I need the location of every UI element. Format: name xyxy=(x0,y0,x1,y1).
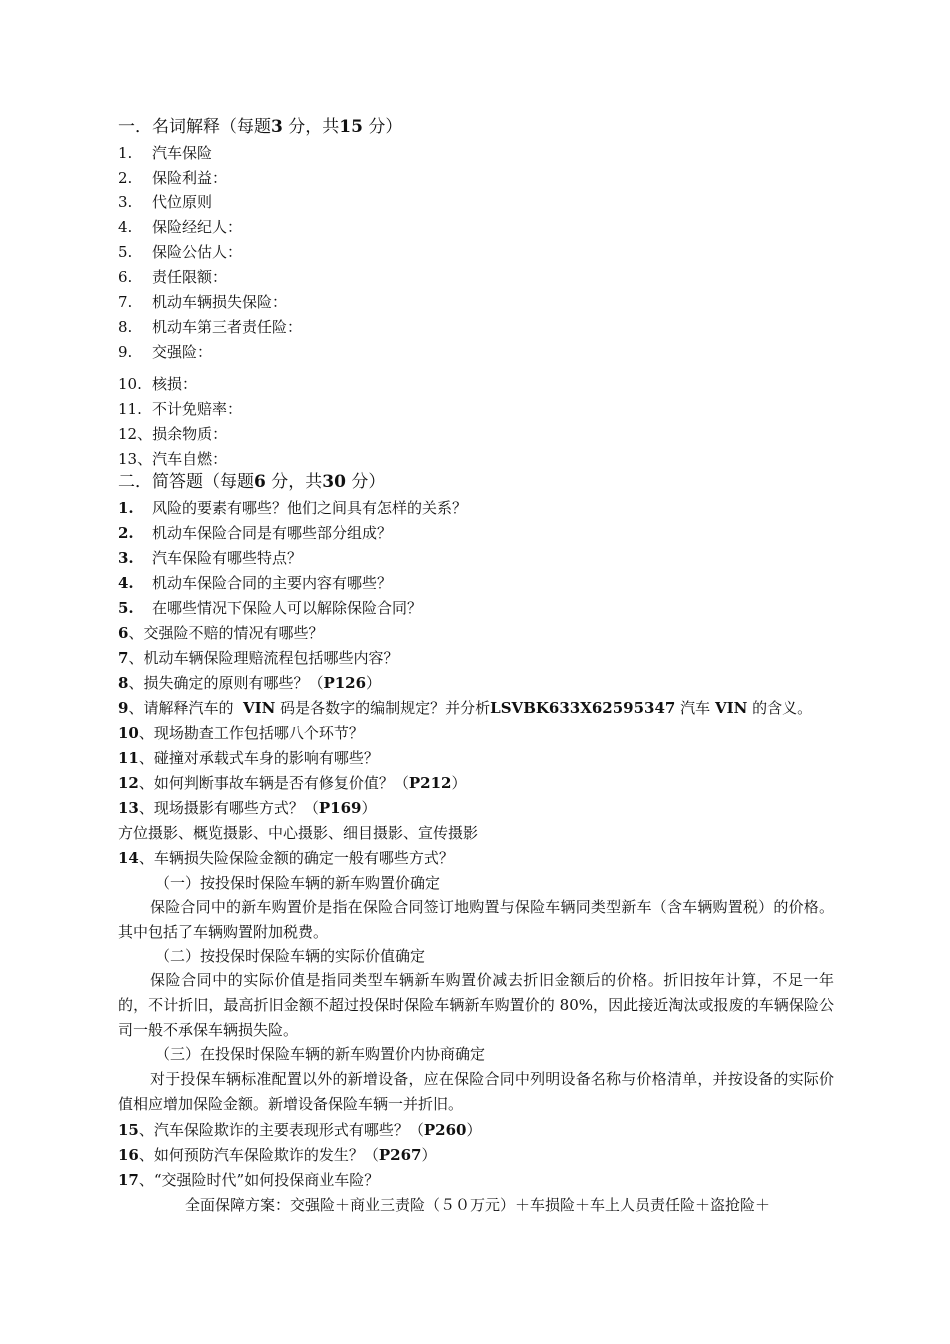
page-reference: P126 xyxy=(323,674,367,692)
list-item xyxy=(118,449,227,469)
page-reference: P212 xyxy=(408,774,452,792)
item-number: 1. xyxy=(118,499,134,517)
list-item xyxy=(118,523,392,543)
item-text: 、如何判断事故车辆是否有修复价值？（ xyxy=(138,774,409,792)
item-number: 9 xyxy=(118,699,129,717)
item-number: 5. xyxy=(118,599,134,617)
list-item xyxy=(118,548,302,568)
item-number: 8 xyxy=(118,674,129,692)
paragraph: 保险合同中的新车购置价是指在保险合同签订地购置与保险车辆同类型新车（含车辆购置税）的价格。其中包括了车辆购置附加税费。 xyxy=(118,898,834,941)
heading-text: 分） xyxy=(351,472,386,492)
item-text: 全面保障方案：交强险＋商业三责险（５０万元）＋车损险＋车上人员责任险＋盗抢险＋ xyxy=(185,1196,771,1214)
heading-text: 一．名词解释（每题 xyxy=(118,117,271,137)
list-item xyxy=(118,498,467,518)
subheading-text: （一）按投保时保险车辆的新车购置价确定 xyxy=(155,874,441,892)
item-text: ） xyxy=(451,774,467,792)
item-text: 方位摄影、概览摄影、中心摄影、细目摄影、宣传摄影 xyxy=(118,824,479,842)
list-item xyxy=(118,168,227,188)
heading-text: 分，共 xyxy=(271,472,323,492)
page-reference: P260 xyxy=(423,1121,467,1139)
item-text: 保险经纪人： xyxy=(152,218,243,236)
subheading xyxy=(155,1044,485,1064)
item-number: 8. xyxy=(118,318,133,336)
item-text: 的含义。 xyxy=(752,699,813,717)
heading-number: 3 xyxy=(271,117,283,137)
item-number: 4. xyxy=(118,218,133,236)
item-number: 13 xyxy=(118,799,139,817)
item-number: 12 xyxy=(118,774,139,792)
vin-term: VIN xyxy=(714,699,748,717)
heading-number: 6 xyxy=(254,472,266,492)
item-text: 机动车保险合同的主要内容有哪些？ xyxy=(152,574,393,592)
item-number: 5. xyxy=(118,243,133,261)
subheading xyxy=(155,946,425,966)
item-text: ） xyxy=(361,799,377,817)
list-item xyxy=(118,723,364,743)
item-number: 3. xyxy=(118,549,134,567)
section1-heading xyxy=(118,115,402,139)
vin-term: VIN xyxy=(243,699,276,717)
item-number: 16 xyxy=(118,1146,139,1164)
item-number: 7 xyxy=(118,649,129,667)
list-item xyxy=(118,424,227,444)
list-item xyxy=(118,648,398,668)
item-text: 、汽车保险欺诈的主要表现形式有哪些？（ xyxy=(138,1121,424,1139)
subheading-text: （二）按投保时保险车辆的实际价值确定 xyxy=(155,947,426,965)
subheading xyxy=(155,873,440,893)
list-item xyxy=(118,317,302,337)
item-number: 7. xyxy=(118,293,133,311)
item-number: 4. xyxy=(118,574,134,592)
item-text: 损余物质： xyxy=(152,425,228,443)
list-item xyxy=(118,698,812,718)
list-item xyxy=(118,773,467,793)
item-text: 、现场勘查工作包括哪八个环节？ xyxy=(138,724,364,742)
item-text: 汽车自燃： xyxy=(152,450,228,468)
subheading-text: （三）在投保时保险车辆的新车购置价内协商确定 xyxy=(155,1045,486,1063)
item-text: 、损失确定的原则有哪些？（ xyxy=(128,674,324,692)
item-text: 汽车保险 xyxy=(152,144,213,162)
list-item xyxy=(118,673,381,693)
item-text: 不计免赔率： xyxy=(152,400,243,418)
list-item xyxy=(118,798,377,818)
item-number: 12、 xyxy=(118,425,153,443)
answer-line xyxy=(118,823,478,843)
item-number: 15 xyxy=(118,1121,139,1139)
list-item xyxy=(118,1170,379,1190)
item-text: 保险利益： xyxy=(152,169,228,187)
item-text: 核损： xyxy=(152,375,198,393)
item-text: 、“交强险时代”如何投保商业车险？ xyxy=(138,1171,380,1189)
item-text: 、现场摄影有哪些方式？（ xyxy=(138,799,319,817)
item-text: ） xyxy=(466,1121,482,1139)
heading-text: 二．简答题（每题 xyxy=(118,472,254,492)
heading-number: 15 xyxy=(339,117,363,137)
item-number: 11 xyxy=(118,749,139,767)
item-number: 10 xyxy=(118,724,139,742)
item-text: 机动车第三者责任险： xyxy=(152,318,303,336)
item-text: 码是各数字的编制规定？并分析 xyxy=(280,699,491,717)
paragraph: 保险合同中的实际价值是指同类型车辆新车购置价减去折旧金额后的价格。折旧按年计算，不足一年的，不计折旧，最高折旧金额不超过投保时保险车辆新车购置价的 80%，因此接近淘汰或报废的车辆保险公司一般不承保车辆损失险。 xyxy=(118,971,834,1039)
item-number: 13、 xyxy=(118,450,153,468)
item-text: 代位原则 xyxy=(152,193,213,211)
item-text: ） xyxy=(366,674,382,692)
item-text: 风险的要素有哪些？他们之间具有怎样的关系？ xyxy=(152,499,468,517)
item-text: 、碰撞对承载式车身的影响有哪些？ xyxy=(138,749,379,767)
item-text: 保险公估人： xyxy=(152,243,243,261)
list-item xyxy=(118,242,242,262)
item-number: 2. xyxy=(118,169,133,187)
section2-heading xyxy=(118,470,385,494)
item-text: ） xyxy=(421,1146,437,1164)
answer-line xyxy=(185,1195,770,1215)
list-item xyxy=(118,217,242,237)
item-number: 10. xyxy=(118,375,142,393)
item-number: 1. xyxy=(118,144,133,162)
paragraph: 对于投保车辆标准配置以外的新增设备，应在保险合同中列明设备名称与价格清单，并按设备的实际价值相应增加保险金额。新增设备保险车辆一并折旧。 xyxy=(118,1070,834,1113)
page-reference: P267 xyxy=(378,1146,422,1164)
list-item xyxy=(118,292,287,312)
item-text: 汽车 xyxy=(680,699,711,717)
heading-number: 30 xyxy=(322,472,346,492)
item-text: 、机动车辆保险理赔流程包括哪些内容？ xyxy=(128,649,399,667)
item-text: 、车辆损失险保险金额的确定一般有哪些方式？ xyxy=(138,849,454,867)
list-item xyxy=(118,598,422,618)
list-item xyxy=(118,374,197,394)
item-text: 、交强险不赔的情况有哪些？ xyxy=(128,624,324,642)
heading-text: 分） xyxy=(368,117,403,137)
item-number: 6 xyxy=(118,624,129,642)
list-item xyxy=(118,573,392,593)
list-item xyxy=(118,623,323,643)
item-text: 责任限额： xyxy=(152,268,228,286)
list-item xyxy=(118,342,212,362)
list-item xyxy=(118,192,212,212)
vin-code: LSVBK633X62595347 xyxy=(490,699,676,717)
list-item xyxy=(118,1145,437,1165)
item-text: 汽车保险有哪些特点？ xyxy=(152,549,303,567)
item-text: 交强险： xyxy=(152,343,213,361)
item-number: 3. xyxy=(118,193,133,211)
list-item xyxy=(118,748,379,768)
item-number: 6. xyxy=(118,268,133,286)
item-number: 11. xyxy=(118,400,142,418)
item-number: 17 xyxy=(118,1171,139,1189)
item-text: 在哪些情况下保险人可以解除保险合同？ xyxy=(152,599,423,617)
item-text: 机动车保险合同是有哪些部分组成？ xyxy=(152,524,393,542)
item-text: 机动车辆损失保险： xyxy=(152,293,288,311)
list-item xyxy=(118,1120,482,1140)
item-number: 9. xyxy=(118,343,133,361)
list-item xyxy=(118,267,227,287)
item-text: 、如何预防汽车保险欺诈的发生？（ xyxy=(138,1146,379,1164)
item-number: 14 xyxy=(118,849,139,867)
list-item xyxy=(118,848,454,868)
list-item xyxy=(118,399,242,419)
item-text: 、请解释汽车的 xyxy=(128,699,234,717)
page-reference: P169 xyxy=(318,799,362,817)
heading-text: 分，共 xyxy=(288,117,340,137)
item-number: 2. xyxy=(118,524,134,542)
list-item xyxy=(118,143,212,163)
